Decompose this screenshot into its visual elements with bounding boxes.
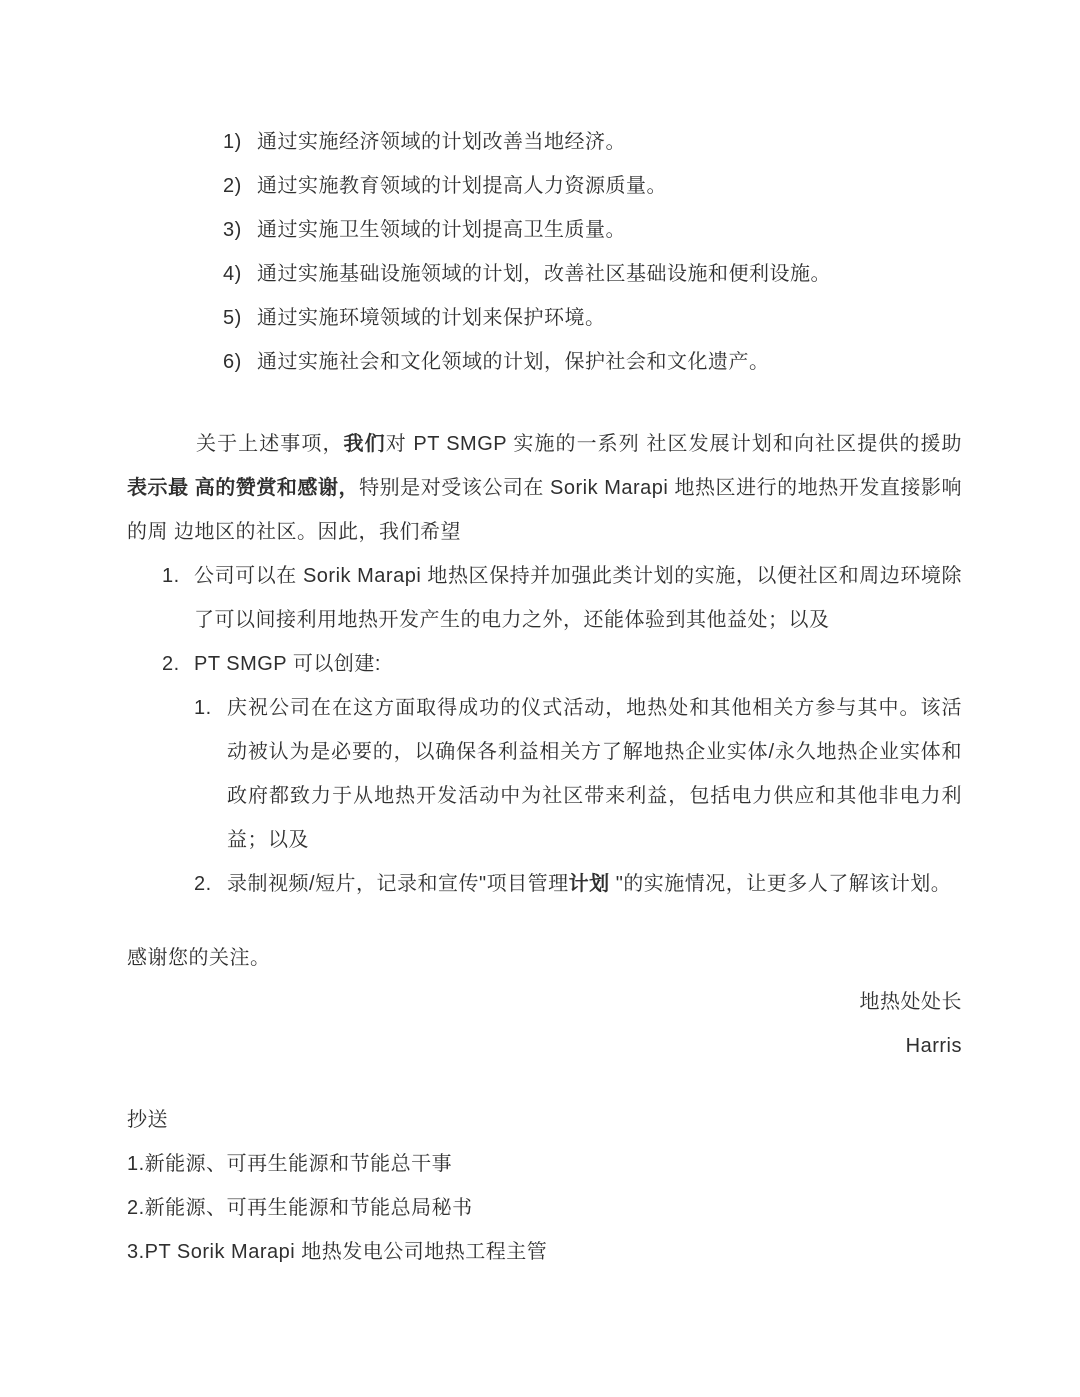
list-item — [127, 296, 962, 340]
list-item-text — [227, 862, 962, 906]
closing-thanks: 感谢您的关注。 — [127, 947, 271, 969]
list-item-number: 6) — [223, 351, 242, 373]
list-item-number: 5) — [223, 307, 242, 329]
list-item — [127, 686, 962, 862]
list-item — [127, 340, 962, 384]
cc-item: 3.PT Sorik Marapi 地热发电公司地热工程主管 — [127, 1241, 548, 1263]
list-item-number: 1. — [194, 697, 212, 719]
list-item — [127, 554, 962, 642]
list-item-number: 1. — [162, 565, 180, 587]
list-item-text: 庆祝公司在在这方面取得成功的仪式活动，地热处和其他相关方参与其中。该活动被认为是必要的，以确保各利益相关方了解地热企业实体/永久地热企业实体和政府都致力于从地热开发活动中为社区带来利益，包括电力供应和其他非电力利益；以及 — [227, 697, 962, 851]
list-item-number: 3) — [223, 219, 242, 241]
list-item — [127, 120, 962, 164]
program-list — [127, 120, 962, 384]
signer-name: Harris — [905, 1035, 962, 1057]
paragraph-text: 特别是对受该公司在 Sorik Marapi 地热区进行的地热开发直接影响的周 边地区的社区。因此，我们希望 — [127, 477, 963, 543]
list-item-number: 2) — [223, 175, 242, 197]
list-item-text: 通过实施卫生领域的计划提高卫生质量。 — [257, 219, 626, 241]
list-item-text: 通过实施社会和文化领域的计划，保护社会和文化遗产。 — [257, 351, 770, 373]
signer-title: 地热处处长 — [859, 991, 962, 1013]
list-item-bold-text: 计划 — [568, 873, 610, 895]
list-item-number: 2. — [194, 873, 212, 895]
list-item-text: PT SMGP 可以创建: — [194, 653, 381, 675]
list-item-number: 1) — [223, 131, 242, 153]
list-item-number: 2. — [162, 653, 180, 675]
list-item-text: 通过实施基础设施领域的计划，改善社区基础设施和便利设施。 — [257, 263, 831, 285]
list-item-text: 通过实施经济领域的计划改善当地经济。 — [257, 131, 626, 153]
paragraph-text: 对 PT SMGP 实施的一系列 社区发展计划和向社区提供的援助 — [385, 433, 963, 455]
list-item-text: 通过实施教育领域的计划提高人力资源质量。 — [257, 175, 667, 197]
list-item-text-part: "的实施情况，让更多人了解该计划。 — [609, 873, 952, 895]
cc-item: 2.新能源、可再生能源和节能总局秘书 — [127, 1197, 473, 1219]
paragraph-bold-text: 表示最 高的赞赏和感谢， — [127, 477, 360, 499]
list-item — [127, 642, 962, 686]
list-item-text-part: 录制视频/短片，记录和宣传"项目管理 — [227, 873, 569, 895]
sub-request-list — [127, 686, 962, 906]
list-item — [127, 164, 962, 208]
list-item — [127, 862, 962, 906]
paragraph-bold-text: 我们 — [343, 433, 386, 455]
list-item — [127, 208, 962, 252]
list-item — [127, 252, 962, 296]
list-item-text: 通过实施环境领域的计划来保护环境。 — [257, 307, 606, 329]
list-item-number: 4) — [223, 263, 242, 285]
list-item-text: 公司可以在 Sorik Marapi 地热区保持并加强此类计划的实施，以便社区和周边环境除了可以间接利用地热开发产生的电力之外，还能体验到其他益处；以及 — [194, 565, 962, 631]
request-list — [127, 554, 962, 686]
appreciation-paragraph — [127, 422, 962, 554]
paragraph-text: 关于上述事项， — [196, 433, 344, 455]
cc-label: 抄送 — [127, 1109, 168, 1131]
cc-item: 1.新能源、可再生能源和节能总干事 — [127, 1153, 453, 1175]
